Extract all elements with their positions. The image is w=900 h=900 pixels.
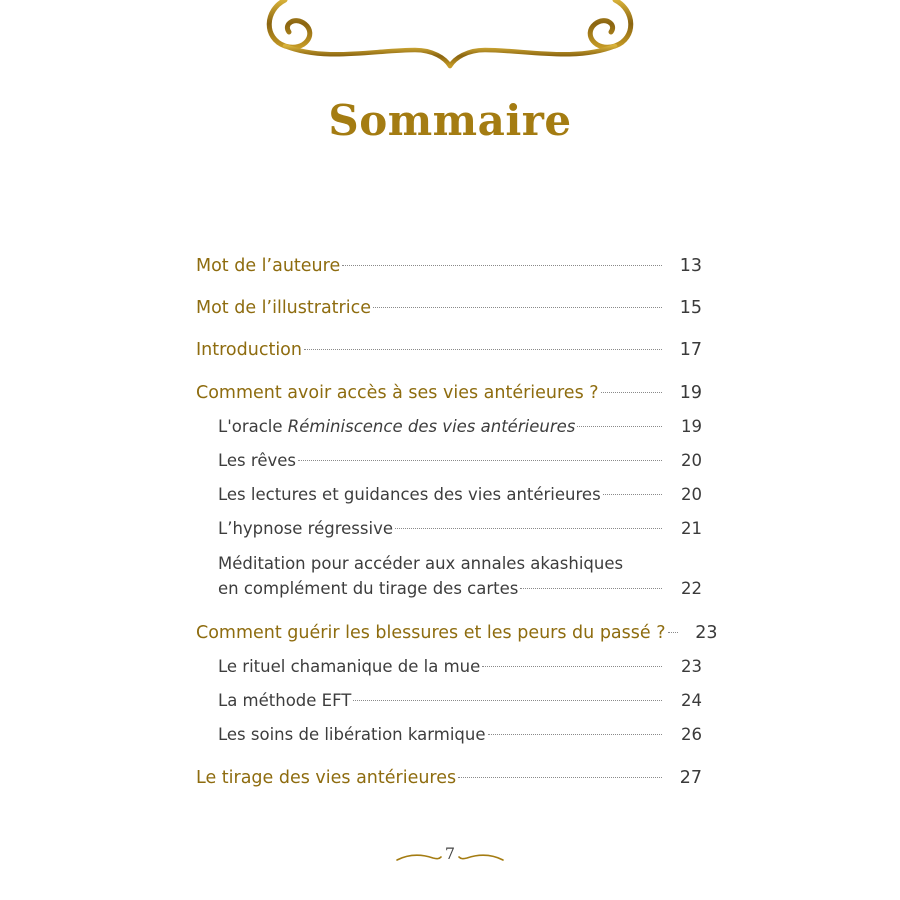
toc-subentry-rituel[interactable] (218, 655, 702, 679)
toc-entry-mot-illustratrice[interactable] (196, 296, 702, 320)
dot-leader (304, 349, 662, 350)
page-footer (0, 842, 900, 872)
toc-entry-introduction[interactable] (196, 338, 702, 362)
toc-entry-page: 22 (681, 579, 702, 598)
dot-leader (488, 734, 663, 735)
toc-entry-page: 15 (679, 298, 702, 318)
toc-entry-page: 20 (681, 485, 702, 504)
toc-entry-page: 27 (679, 768, 702, 788)
toc-entry-page: 20 (681, 451, 702, 470)
toc-subentry-lectures[interactable] (218, 483, 702, 507)
toc-entry-page: 26 (681, 725, 702, 744)
page-title: Sommaire (328, 96, 572, 145)
toc-subentry-meditation[interactable] (218, 577, 702, 601)
dot-leader (603, 494, 662, 495)
toc-subentry-reves[interactable] (218, 449, 702, 473)
toc-entry-label: Comment avoir accès à ses vies antérieures ? (196, 383, 599, 403)
toc-entry-label: en complément du tirage des cartes (218, 579, 519, 598)
dot-leader (668, 632, 678, 633)
toc-label-prefix: L'oracle (218, 417, 288, 436)
toc-entry-label (218, 415, 575, 439)
toc-entry-label: Les rêves (218, 451, 296, 470)
dot-leader (482, 666, 662, 667)
dot-leader (601, 392, 662, 393)
toc-entry-page: 19 (681, 417, 702, 436)
dot-leader (577, 426, 662, 427)
toc-entry-guerir-blessures[interactable] (196, 621, 718, 645)
toc-entry-label: Les soins de libération karmique (218, 725, 486, 744)
dot-leader (373, 307, 662, 308)
toc-entry-label: Le rituel chamanique de la mue (218, 657, 481, 676)
dot-leader (353, 700, 662, 701)
toc-entry-label: Le tirage des vies antérieures (196, 768, 457, 788)
toc-entry-page: 19 (679, 383, 702, 403)
dot-leader (458, 777, 662, 778)
toc-subentry-hypnose[interactable] (218, 517, 702, 541)
toc-entry-label: L’hypnose régressive (218, 519, 393, 538)
toc-subentry-soins[interactable] (218, 723, 702, 747)
toc-entry-label: Introduction (196, 340, 302, 360)
toc-entry-page: 13 (679, 256, 702, 276)
toc-entry-mot-auteure[interactable] (196, 254, 702, 278)
toc-entry-page: 24 (681, 691, 702, 710)
toc-entry-page: 23 (681, 657, 702, 676)
toc-entry-tirage[interactable] (196, 766, 702, 790)
dot-leader (342, 265, 662, 266)
page-number: 7 (444, 844, 456, 863)
toc-entry-label: La méthode EFT (218, 691, 352, 710)
toc-entry-page: 17 (679, 340, 702, 360)
dot-leader (395, 528, 662, 529)
toc-subentry-meditation-line1[interactable]: Méditation pour accéder aux annales akashiques (218, 554, 624, 573)
dot-leader (298, 460, 662, 461)
toc-subentry-oracle[interactable] (218, 415, 702, 439)
toc-entry-page: 23 (695, 623, 718, 643)
toc-entry-page: 21 (681, 519, 702, 538)
top-flourish-ornament (255, 0, 645, 72)
toc-entry-acces-vies-anterieures[interactable] (196, 381, 702, 405)
toc-subentry-eft[interactable] (218, 689, 702, 713)
toc-entry-label: Les lectures et guidances des vies antérieures (218, 485, 601, 504)
toc-label-italic: Réminiscence des vies antérieures (287, 417, 576, 436)
dot-leader (520, 588, 662, 589)
toc-entry-label: Comment guérir les blessures et les peurs du passé ? (196, 623, 666, 643)
toc-entry-label: Mot de l’auteure (196, 256, 341, 276)
toc-entry-label: Mot de l’illustratrice (196, 298, 371, 318)
